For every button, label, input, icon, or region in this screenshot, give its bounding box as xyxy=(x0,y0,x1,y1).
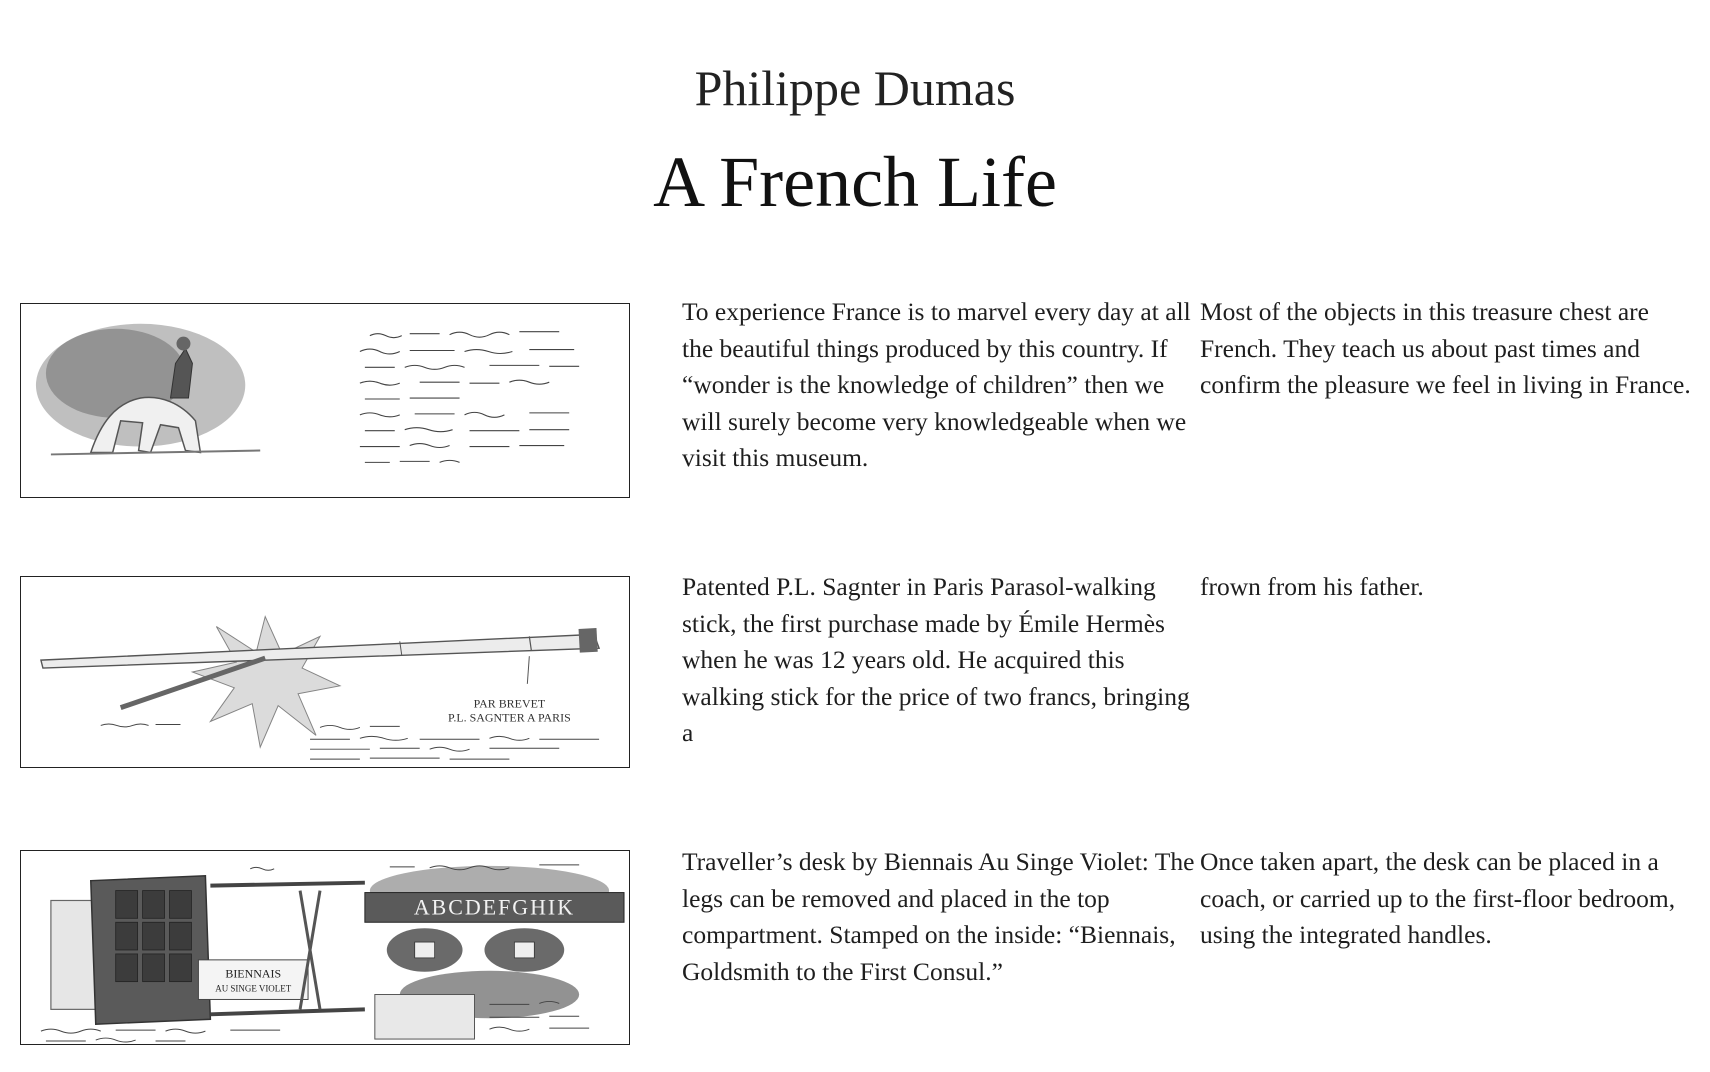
intro-left-paragraph: To experience France is to marvel every day at all the beautiful things produced by this country. If “wonder is the knowledge of children” then we will surely become very knowledgeable when we visit this museum. xyxy=(682,297,1191,472)
desk-label-biennais: BIENNAIS xyxy=(225,966,282,981)
desk-label-singe-violet: AU SINGE VIOLET xyxy=(215,983,292,994)
desk-right-paragraph: Once taken apart, the desk can be placed in a coach, or carried up to the first-floor bedroom, using the integrated handles. xyxy=(1200,847,1676,949)
walking-stick-right-paragraph: frown from his father. xyxy=(1200,572,1424,601)
intro-right-paragraph: Most of the objects in this treasure chest are French. They teach us about past times and confirm the pleasure we feel in living in France. xyxy=(1200,297,1691,399)
caption-par-brevet: PAR BREVET xyxy=(473,696,546,711)
author-name: Philippe Dumas xyxy=(694,60,1016,116)
alphabet-plate: ABCDEFGHIK xyxy=(413,895,576,920)
walking-stick-left-paragraph: Patented P.L. Sagnter in Paris Parasol-walking stick, the first purchase made by Émile Hermès when he was 12 years old. He acquired this walking stick for the price of two francs, bringing a xyxy=(682,572,1190,747)
caption-sagnter-paris: P.L. SAGNTER A PARIS xyxy=(448,710,571,725)
illustration-walking-stick xyxy=(20,576,630,768)
illustration-travellers-desk xyxy=(20,850,630,1045)
page-title: A French Life xyxy=(653,142,1057,222)
desk-left-paragraph: Traveller’s desk by Biennais Au Singe Violet: The legs can be removed and placed in the top compartment. Stamped on the inside: “Biennais, Goldsmith to the First Consul.” xyxy=(682,847,1195,986)
illustration-rider xyxy=(20,303,630,498)
